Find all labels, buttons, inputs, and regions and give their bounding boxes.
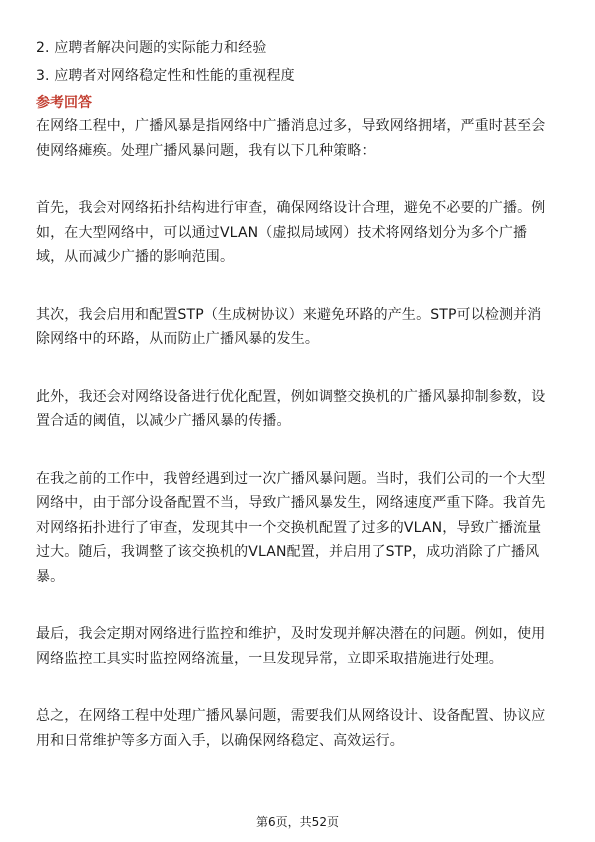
paragraph-gap — [36, 352, 560, 385]
paragraph-line: 在网络工程中，广播风暴是指网络中广播消息过多，导致网络拥堵，严重时甚至会 — [36, 118, 546, 134]
paragraph-line: 对网络拓扑进行了审查，发现其中一个交换机配置了过多的VLAN，导致广播流量 — [36, 519, 542, 536]
paragraph-line: 域，从而减少广播的影响范围。 — [36, 249, 235, 265]
paragraph-line: 网络中，由于部分设备配置不当，导致广播风暴发生，网络速度严重下降。我首先 — [36, 495, 546, 511]
paragraph-additionally — [36, 385, 560, 434]
paragraph-line: 如，在大型网络中，可以通过VLAN（虚拟局域网）技术将网络划分为多个广播 — [36, 224, 528, 241]
paragraph-line: 暴。 — [36, 568, 65, 585]
page-content — [36, 36, 560, 753]
paragraph-finally — [36, 622, 560, 671]
paragraph-line: 在我之前的工作中，我曾经遇到过一次广播风暴问题。当时，我们公司的一个大型 — [36, 470, 546, 487]
paragraph-line: 总之，在网络工程中处理广播风暴问题，需要我们从网络设计、设备配置、协议应 — [36, 708, 546, 724]
evaluation-point-2: 2. 应聘者解决问题的实际能力和经验 — [36, 40, 267, 56]
paragraph-gap — [36, 589, 560, 622]
paragraph-first — [36, 196, 560, 270]
paragraph-line: 最后，我会定期对网络进行监控和维护，及时发现并解决潜在的问题。例如，使用 — [36, 626, 546, 642]
paragraph-line: 除网络中的环路，从而防止广播风暴的发生。 — [36, 331, 319, 347]
page-number-footer: 第6页，共52页 — [256, 815, 339, 829]
paragraph-line: 其次，我会启用和配置STP（生成树协议）来避免环路的产生。STP可以检测并消 — [36, 306, 542, 323]
paragraph-line: 此外，我还会对网络设备进行优化配置，例如调整交换机的广播风暴抑制参数，设 — [36, 388, 546, 405]
paragraph-line: 过大。随后，我调整了该交换机的VLAN配置，并启用了STP，成功消除了广播风 — [36, 544, 540, 560]
paragraph-intro — [36, 114, 560, 163]
paragraph-line: 用和日常维护等多方面入手，以确保网络稳定、高效运行。 — [36, 732, 404, 749]
paragraph-experience — [36, 467, 560, 590]
paragraph-line: 使网络瘫痪。处理广播风暴问题，我有以下几种策略： — [36, 142, 376, 159]
paragraph-gap — [36, 434, 560, 467]
evaluation-point-3: 3. 应聘者对网络稳定性和性能的重视程度 — [36, 68, 295, 84]
paragraph-line: 网络监控工具实时监控网络流量，一旦发现异常，立即采取措施进行处理。 — [36, 650, 503, 667]
paragraph-second — [36, 303, 560, 352]
paragraph-gap — [36, 671, 560, 704]
answer-heading: 参考回答 — [36, 95, 92, 111]
paragraph-summary — [36, 704, 560, 753]
paragraph-gap — [36, 270, 560, 303]
paragraph-line: 置合适的阈值，以减少广播风暴的传播。 — [36, 413, 291, 429]
paragraph-gap — [36, 163, 560, 196]
paragraph-line: 首先，我会对网络拓扑结构进行审查，确保网络设计合理，避免不必要的广播。例 — [36, 200, 546, 216]
